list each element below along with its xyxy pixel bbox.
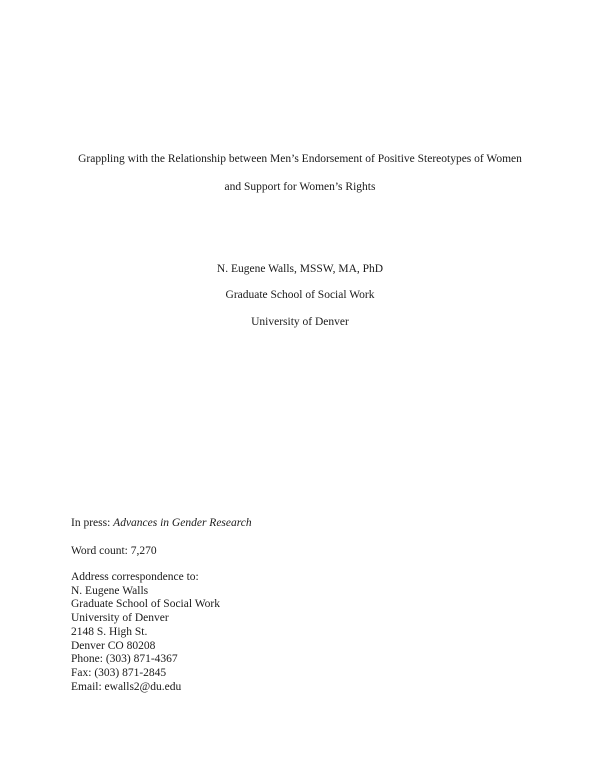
correspondence-line: Graduate School of Social Work [71, 598, 220, 611]
press-label: In press: [71, 517, 114, 529]
word-count-label: Word count: [71, 545, 131, 557]
press-note [71, 516, 252, 530]
correspondence-phone: Phone: (303) 871-4367 [71, 653, 178, 666]
correspondence-line: N. Eugene Walls [71, 584, 149, 597]
author-name: N. Eugene Walls, MSSW, MA, PhD [216, 263, 384, 275]
correspondence-email[interactable]: Email: ewalls2@du.edu [71, 680, 182, 693]
journal-name: Advances in Gender Research [113, 517, 252, 529]
word-count [71, 544, 157, 558]
correspondence-fax: Fax: (303) 871-2845 [71, 666, 167, 679]
author-school: Graduate School of Social Work [225, 289, 375, 301]
title-line-2: and Support for Women’s Rights [224, 181, 376, 193]
correspondence-line: University of Denver [71, 612, 169, 625]
title-line-1: Grappling with the Relationship between Men’s Endorsement of Positive Stereotypes of Women [78, 153, 522, 165]
correspondence-block [71, 571, 220, 694]
correspondence-heading: Address correspondence to: [71, 571, 199, 583]
word-count-value: 7,270 [130, 545, 157, 557]
correspondence-line: Denver CO 80208 [71, 639, 156, 652]
author-university: University of Denver [251, 316, 349, 328]
correspondence-line: 2148 S. High St. [71, 625, 148, 638]
